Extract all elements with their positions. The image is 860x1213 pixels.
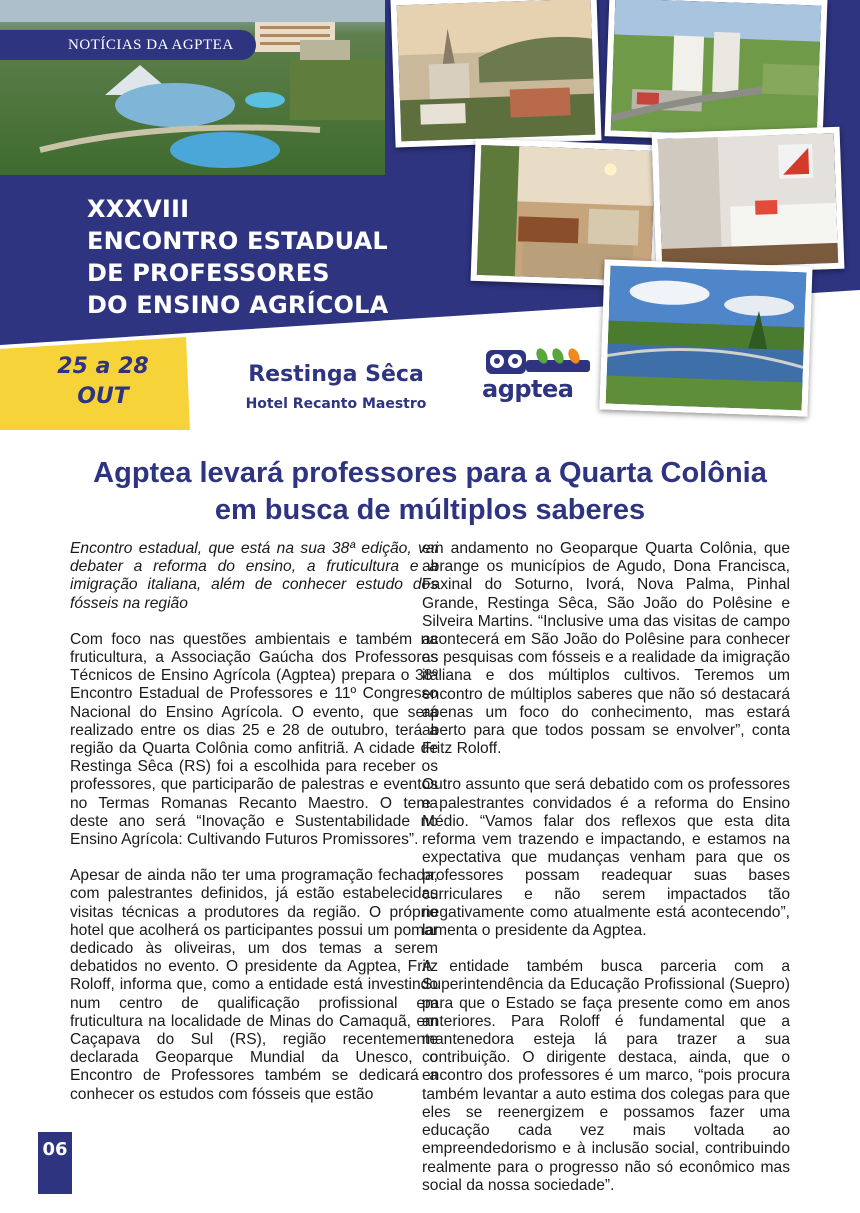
resort-aerial-photo <box>0 0 385 175</box>
hotel-towers-photo <box>605 0 828 144</box>
article-column-left <box>70 540 438 1122</box>
event-title-line: DE PROFESSORES <box>87 259 330 287</box>
venue-hotel: Hotel Recanto Maestro <box>245 396 427 412</box>
event-dates <box>48 352 158 412</box>
venue-city: Restinga Sêca <box>248 362 424 387</box>
article-headline <box>40 455 820 529</box>
article-paragraph: Outro assunto que será debatido com os professores e palestrantes convidados é a reforma do Ensino Médio. “Vamos falar dos reflexos que esta dita reforma vem trazendo e impactando, e estamos na expectativa que mudanças venham para que os professores possam readequar suas bases curriculares e não serem impactados tão negativamente como atualmente está acontecendo”, lamenta o presidente da Agptea. <box>422 776 790 940</box>
lake-landscape-photo <box>599 259 812 416</box>
church-town-photo <box>390 0 601 148</box>
event-title-line: XXXVIII <box>87 195 190 223</box>
event-title-line: ENCONTRO ESTADUAL <box>87 227 388 255</box>
event-month: OUT <box>77 384 129 409</box>
article-column-right <box>422 540 790 1213</box>
header-banner <box>0 0 860 430</box>
article-lead: Encontro estadual, que está na sua 38ª edição, vai debater a reforma do ensino, a fruticultura e a imigração italiana, além de conhecer estudo dos fósseis na região <box>70 540 438 612</box>
article-paragraph: Com foco nas questões ambientais e também na fruticultura, a Associação Gaúcha dos Professores Técnicos de Ensino Agrícola (Agptea) prepara o 38º Encontro Estadual de Professores e 11º Congresso Nacional do Ensino Agrícola. O evento, que será realizado entre os dias 25 e 28 de outubro, terá a região da Quarta Colônia como anfitriã. A cidade de Restinga Sêca (RS) foi a escolhida para receber os professores, que participarão de palestras e eventos no Termas Romanas Recanto Maestro. O tema deste ano será “Inovação e Sustentabilidade no Ensino Agrícola: Cultivando Futuros Promissores”. <box>70 630 438 849</box>
event-title <box>87 193 417 321</box>
event-date-range: 25 a 28 <box>57 354 149 379</box>
page-number: 06 <box>38 1132 72 1194</box>
bedroom-photo <box>652 127 845 275</box>
headline-line: Agptea levará professores para a Quarta Colônia <box>93 457 767 489</box>
headline-line: em busca de múltiplos saberes <box>214 494 646 526</box>
article-paragraph: em andamento no Geoparque Quarta Colônia, que abrange os municípios de Agudo, Dona Francisca, Faxinal do Soturno, Ivorá, Nova Palma, Pinhal Grande, Restinga Sêca, São João do Polêsine e Silveira Martins. “Inclusive uma das visitas de campo acontecerá em São João do Polêsine para conhecer as pesquisas com fósseis e a realidade da imigração italiana e dos múltiplos cultivos. Teremos um encontro de múltiplos saberes que não só destacará apenas um foco do conhecimento, mas estará aberto para que todos possam se envolver”, conta Fritz Roloff. <box>422 540 790 758</box>
section-tag: NOTÍCIAS DA AGPTEA <box>0 30 256 60</box>
article-paragraph: Apesar de ainda não ter uma programação fechada, com palestrantes definidos, já estão estabelecidas visitas técnicas a produtores da região. O próprio hotel que acolherá os participantes possui um pomar dedicado às oliveiras, um dos temas a serem debatidos no evento. O presidente da Agptea, Fritz Roloff, informa que, como a entidade está investindo num centro de qualificação profissional em fruticultura na localidade de Minas do Camaquã, em Caçapava do Sul (RS), região recentemente declarada Geoparque Mundial da Unesco, o Encontro de Professores também se dedicará a conhecer os estudos com fósseis que estão <box>70 867 438 1103</box>
logo-wordmark: agptea <box>482 375 574 403</box>
event-title-line: DO ENSINO AGRÍCOLA <box>87 291 389 319</box>
article-paragraph: A entidade também busca parceria com a Superintendência da Educação Profissional (Suepro) para que o Estado se faça presente como em anos anteriores. Para Roloff é fundamental que a mantenedora esteja lá para trazer a sua contribuição. O dirigente destaca, ainda, que o encontro dos professores é um marco, “pois procura também levantar a auto estima dos colegas para que eles se reenergizem e possamos fazer uma educação cada vez mais voltada ao empreendedorismo e à inclusão social, contribuindo realmente para o progresso não só econômico mas social da nossa sociedade”. <box>422 958 790 1194</box>
